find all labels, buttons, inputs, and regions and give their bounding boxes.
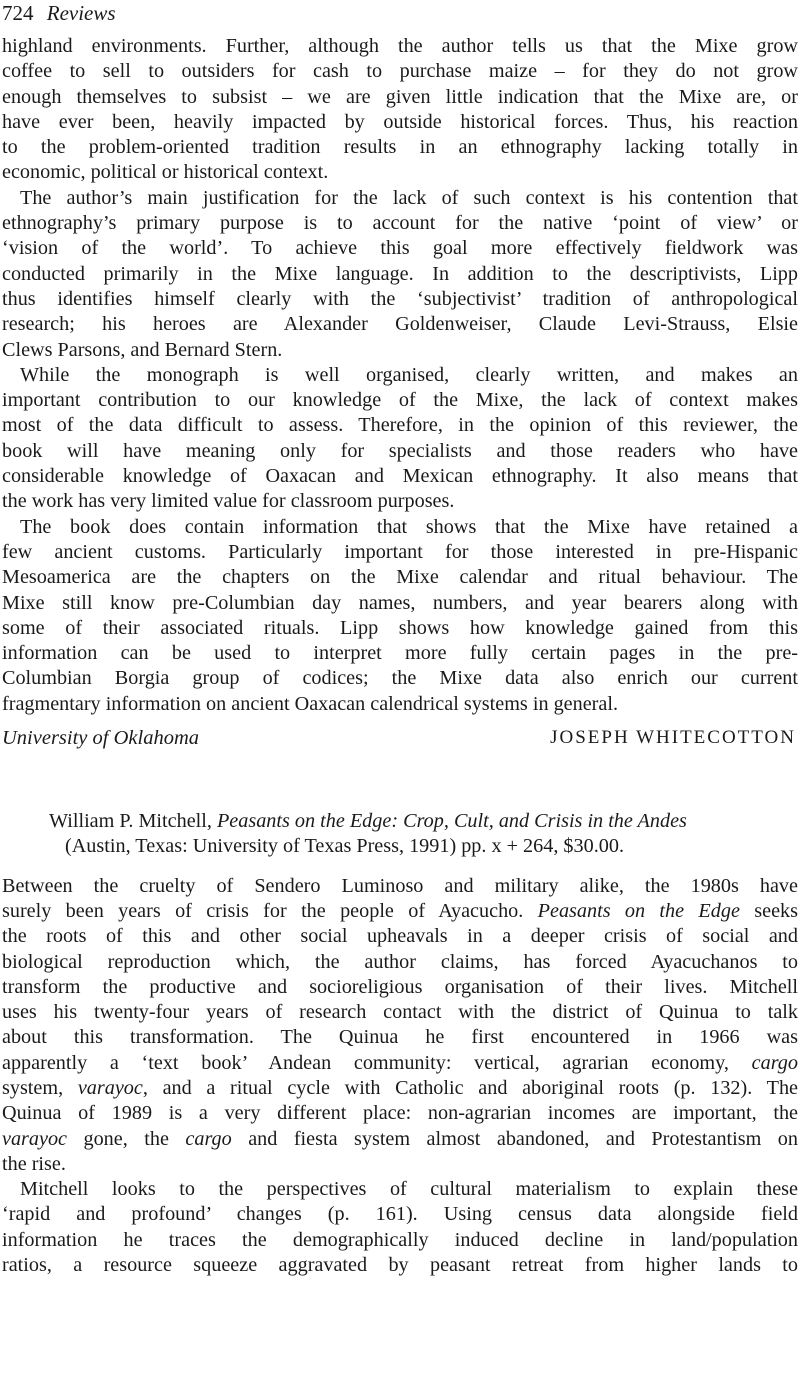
text-line: [2, 1253, 798, 1278]
text-run: the rise.: [2, 1152, 66, 1175]
italic-term: Peasants on the Edge: [537, 899, 740, 922]
text-line: [2, 1025, 798, 1050]
text-line: [2, 1101, 798, 1126]
text-line: [2, 1076, 798, 1101]
text-run: , and a ritual cycle with Catholic and aboriginal roots (p. 132). The: [142, 1076, 798, 1099]
paragraph: [2, 874, 798, 1178]
running-head: [2, 0, 798, 26]
text-line: few ancient customs. Particularly important for those interested in pre-Hispanic: [2, 540, 798, 563]
text-run: surely been years of crisis for the people of Ayacucho.: [2, 899, 538, 922]
text-line: [2, 1177, 798, 1202]
paragraph: [2, 34, 798, 186]
paragraph: [2, 1177, 798, 1278]
text-line: Clews Parsons, and Bernard Stern.: [2, 338, 283, 361]
citation-title: Peasants on the Edge: Crop, Cult, and Crisis in the Andes: [216, 810, 687, 833]
text-run: ratios, a resource squeeze aggravated by peasant retreat from higher lands to: [2, 1254, 798, 1277]
text-line: the work has very limited value for classroom purposes.: [2, 490, 455, 513]
text-line: [2, 899, 798, 924]
text-run: about this transformation. The Quinua he first encountered in 1966 was: [2, 1026, 798, 1049]
review-signature: [2, 723, 798, 753]
reviewer-affiliation: University of Oklahoma: [2, 727, 199, 750]
text-run: Mitchell looks to the perspectives of cultural materialism to explain these: [20, 1178, 798, 1201]
text-line: economic, political or historical context.: [2, 161, 329, 184]
text-line: The author’s main justification for the lack of such context is his contention that: [20, 186, 798, 209]
text-line: to the problem-oriented tradition results in an ethnography lacking totally in: [2, 136, 798, 159]
text-line: some of their associated rituals. Lipp shows how knowledge gained from this: [2, 616, 798, 639]
paragraph: [2, 363, 798, 515]
text-line: highland environments. Further, although the author tells us that the Mixe grow: [2, 35, 798, 57]
text-run: the roots of this and other social upheavals in a deeper crisis of social and: [2, 925, 798, 948]
reviewer-name: JOSEPH WHITECOTTON: [550, 727, 796, 749]
text-line: book will have meaning only for specialists and those readers who have: [2, 439, 798, 462]
text-run: Between the cruelty of Sendero Luminoso and military alike, the 1980s have: [2, 874, 798, 897]
italic-term: cargo: [185, 1127, 232, 1150]
text-run: apparently a ‘text book’ Andean community: vertical, agrarian economy,: [2, 1051, 752, 1074]
text-line: [2, 1152, 798, 1177]
text-line: The book does contain information that shows that the Mixe have retained a: [20, 515, 798, 538]
section-title: Reviews: [46, 1, 116, 25]
text-line: fragmentary information on ancient Oaxacan calendrical systems in general.: [2, 692, 619, 715]
page-number: 724: [2, 1, 34, 25]
text-run: seeks: [739, 899, 798, 922]
text-run: gone, the: [67, 1127, 186, 1150]
text-line: considerable knowledge of Oaxacan and Mexican ethnography. It also means that: [2, 465, 798, 488]
text-line: conducted primarily in the Mixe language. In addition to the descriptivists, Lipp: [2, 262, 798, 285]
text-run: system,: [2, 1076, 78, 1099]
text-line: [2, 1051, 798, 1076]
text-line: have ever been, heavily impacted by outside historical forces. Thus, his reaction: [2, 110, 798, 133]
citation-publication: (Austin, Texas: University of Texas Press, 1991) pp. x + 264, $30.00.: [65, 835, 624, 858]
citation-line-1: [49, 809, 798, 834]
review-mitchell: [2, 874, 798, 1279]
book-citation: [2, 809, 798, 860]
paragraph: [2, 515, 798, 717]
text-line: [2, 975, 798, 1000]
text-line: [2, 1000, 798, 1025]
text-line: [2, 1228, 798, 1253]
text-line: ethnography’s primary purpose is to account for the native ‘point of view’ or: [2, 212, 798, 235]
italic-term: varayoc: [2, 1127, 68, 1150]
text-line: While the monograph is well organised, clearly written, and makes an: [20, 363, 798, 386]
journal-page: [2, 0, 798, 1278]
text-line: [2, 874, 798, 899]
text-line: research; his heroes are Alexander Goldenweiser, Claude Levi-Strauss, Elsie: [2, 313, 798, 336]
text-line: most of the data difficult to assess. Therefore, in the opinion of this reviewer, the: [2, 414, 798, 437]
text-line: Columbian Borgia group of codices; the Mixe data also enrich our current: [2, 667, 798, 690]
text-run: uses his twenty-four years of research contact with the district of Quinua to talk: [2, 1001, 798, 1024]
text-run: transform the productive and socioreligious organisation of their lives. Mitchell: [2, 975, 798, 998]
text-run: and fiesta system almost abandoned, and Protestantism on: [231, 1127, 798, 1150]
text-run: Quinua of 1989 is a very different place: non-agrarian incomes are important, the: [2, 1102, 798, 1125]
text-line: [2, 1202, 798, 1227]
text-line: Mixe still know pre-Columbian day names, numbers, and year bearers along with: [2, 591, 798, 614]
text-run: information he traces the demographically induced decline in land/population: [2, 1228, 798, 1251]
review-whitecotton: [2, 34, 798, 717]
text-line: information can be used to interpret more fully certain pages in the pre-: [2, 642, 798, 665]
text-line: Mesoamerica are the chapters on the Mixe calendar and ritual behaviour. The: [2, 566, 798, 589]
citation-author: William P. Mitchell,: [49, 810, 212, 833]
text-line: [2, 924, 798, 949]
italic-term: varayoc: [77, 1076, 143, 1099]
text-line: thus identifies himself clearly with the ‘subjectivist’ tradition of anthropological: [2, 287, 798, 310]
text-line: important contribution to our knowledge of the Mixe, the lack of context makes: [2, 389, 798, 412]
italic-term: cargo: [751, 1051, 798, 1074]
text-line: coffee to sell to outsiders for cash to purchase maize – for they do not grow: [2, 60, 798, 83]
text-line: enough themselves to subsist – we are given little indication that the Mixe are, or: [2, 85, 798, 108]
text-run: ‘rapid and profound’ changes (p. 161). Using census data alongside field: [2, 1203, 798, 1226]
text-run: biological reproduction which, the author claims, has forced Ayacuchanos to: [2, 950, 798, 973]
text-line: [2, 1127, 798, 1152]
text-line: ‘vision of the world’. To achieve this goal more effectively fieldwork was: [2, 237, 798, 260]
text-line: [2, 950, 798, 975]
paragraph: [2, 186, 798, 363]
